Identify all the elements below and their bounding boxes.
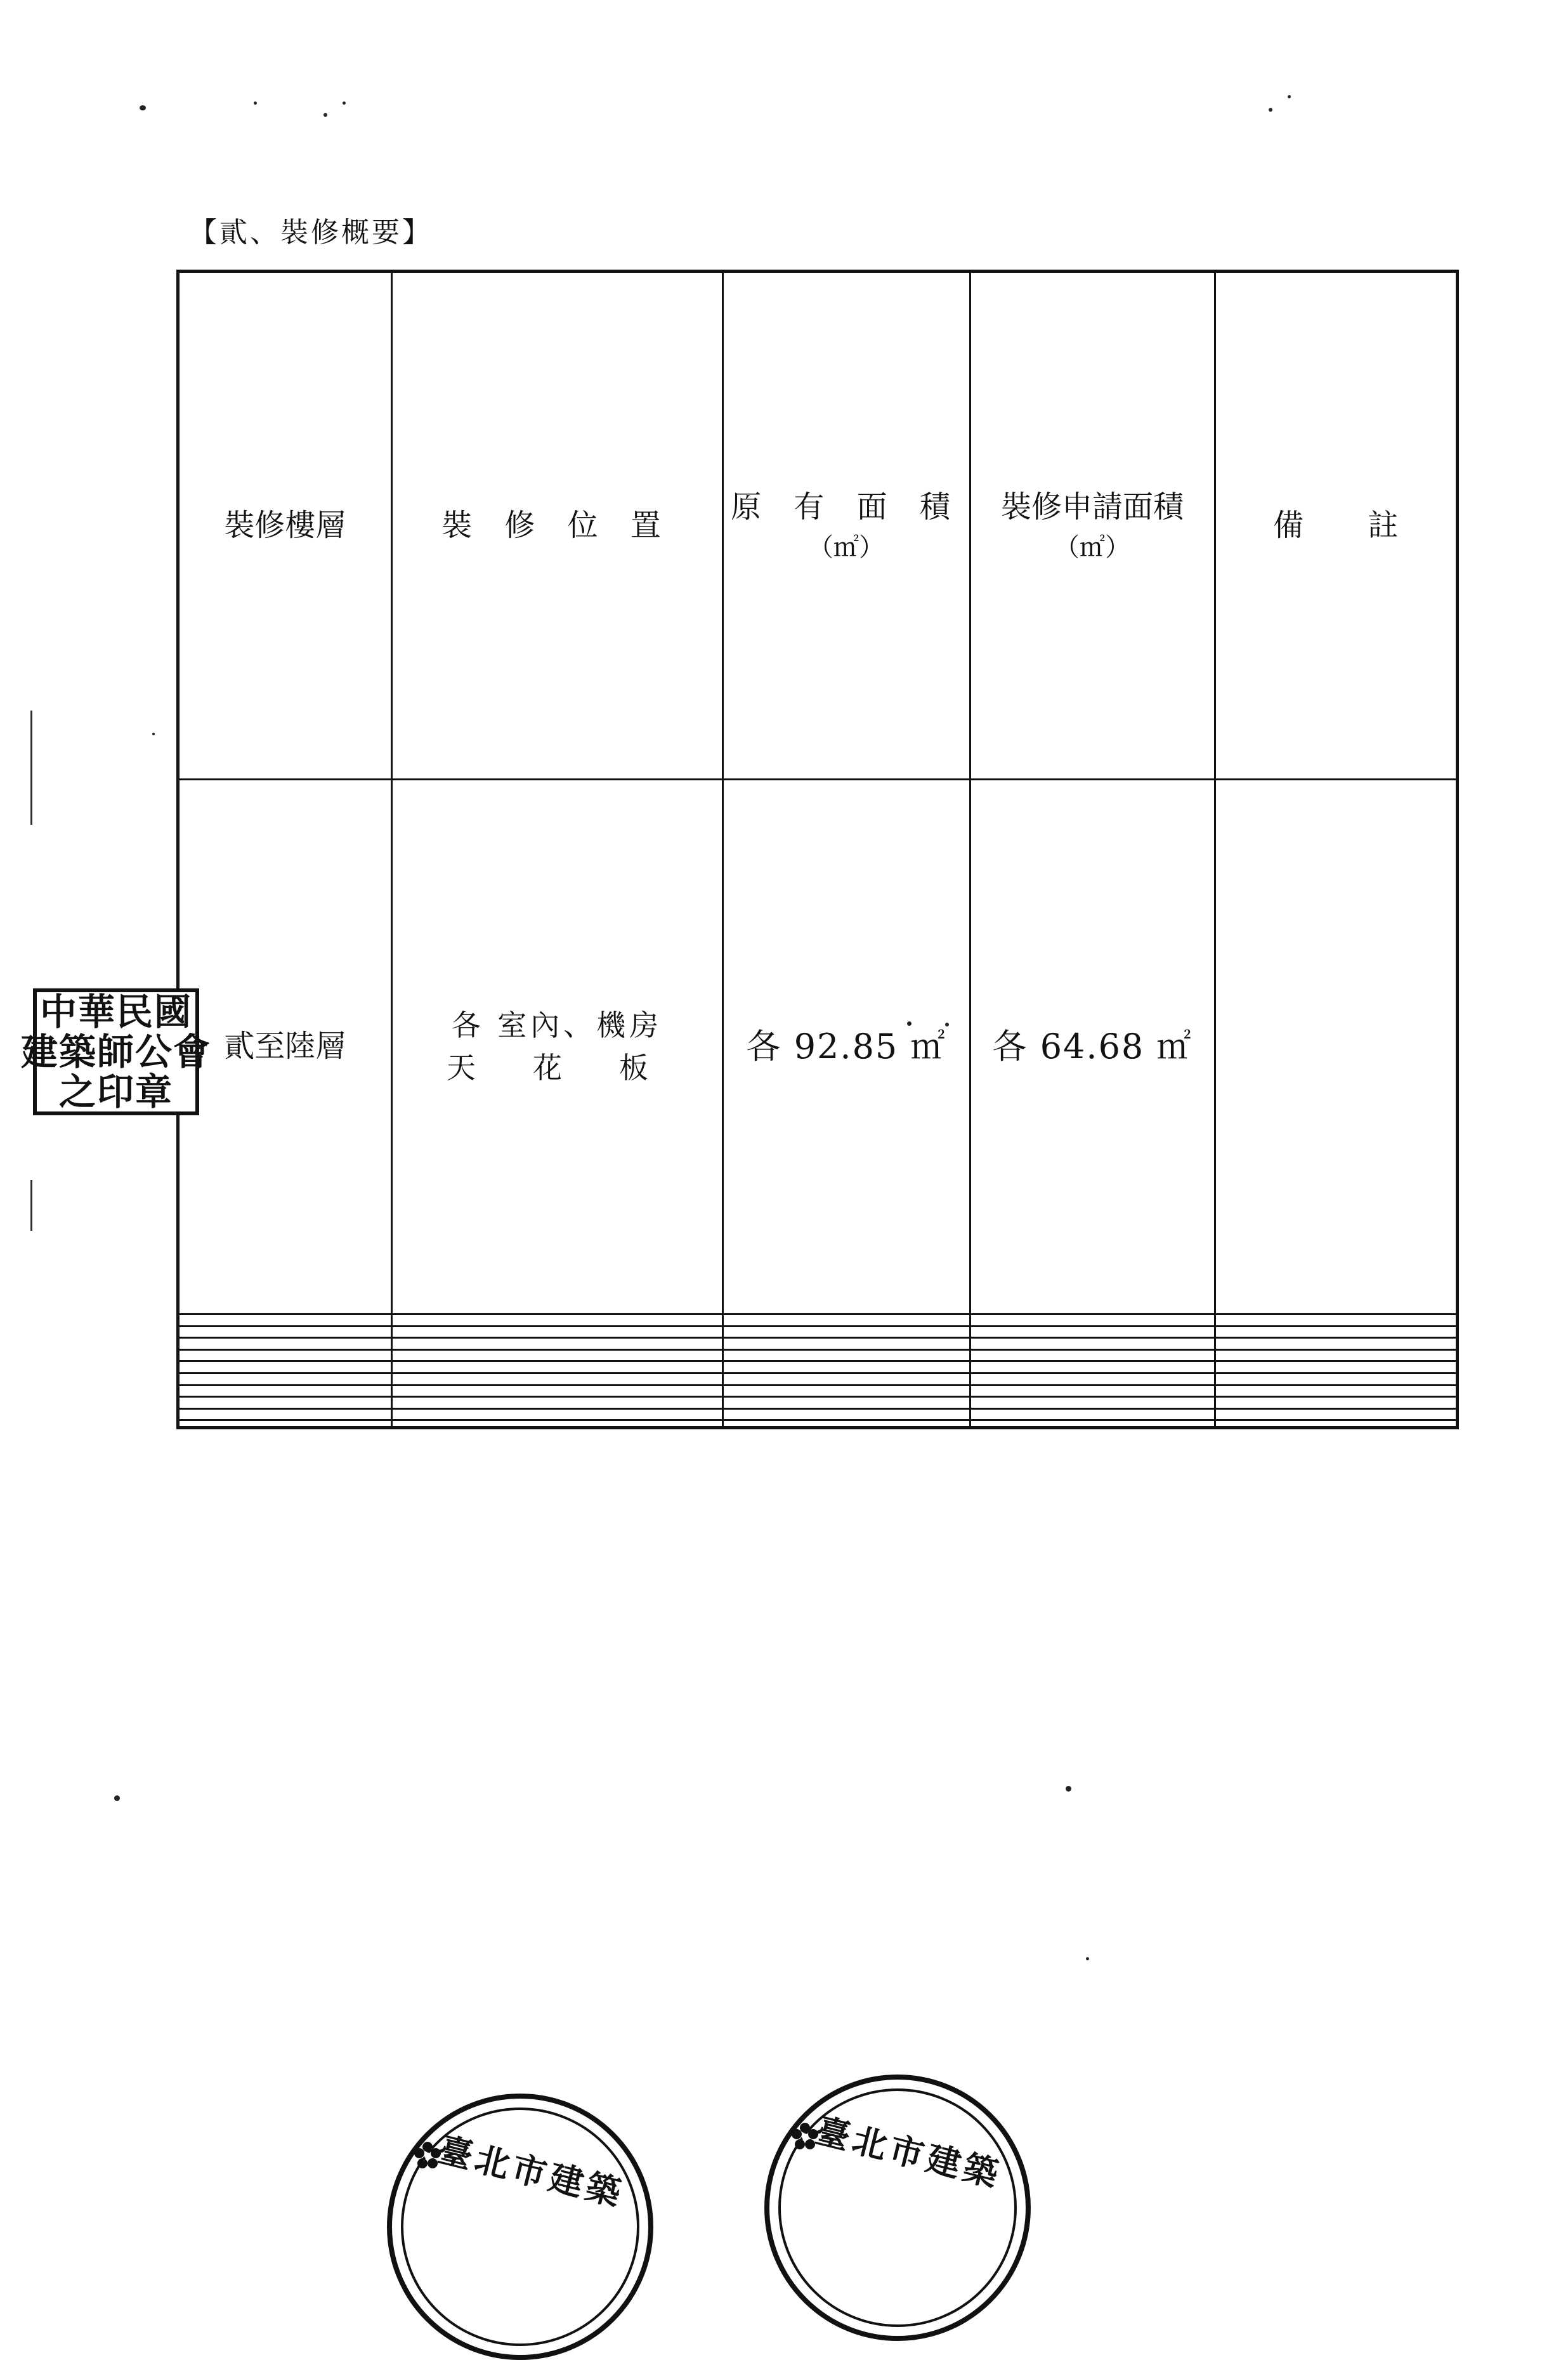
scan-speck — [1086, 1957, 1089, 1960]
scan-speck — [140, 105, 146, 110]
empty-row — [180, 1385, 1456, 1397]
empty-row — [180, 1314, 1456, 1327]
empty-row — [180, 1349, 1456, 1361]
empty-row — [180, 1408, 1456, 1420]
table-header-row — [180, 273, 1456, 779]
empty-row — [180, 1397, 1456, 1409]
cell-original-area: 各 92.85 ㎡ — [722, 779, 970, 1314]
empty-row — [180, 1338, 1456, 1350]
empty-row — [180, 1420, 1456, 1426]
city-stamp-left — [387, 2094, 641, 2246]
scan-speck — [1066, 1786, 1071, 1792]
header-location: 裝 修 位 置 — [391, 273, 722, 779]
scan-speck — [945, 1023, 949, 1026]
city-stamp-right — [764, 2075, 1018, 2227]
architect-seal: 中華民國 建築師公會 之印章 — [33, 988, 199, 1115]
scan-speck — [152, 733, 155, 735]
scan-speck — [1269, 108, 1272, 112]
header-remarks: 備 註 — [1215, 273, 1456, 779]
header-applied-area: 裝修申請面積 （㎡） — [970, 273, 1215, 779]
scan-speck — [114, 1795, 120, 1801]
scan-edge-mark — [30, 711, 32, 825]
renovation-summary-table — [176, 270, 1459, 1429]
empty-row — [180, 1361, 1456, 1373]
scan-speck — [254, 102, 257, 105]
cell-remarks — [1215, 779, 1456, 1314]
table-row — [180, 779, 1456, 1314]
cell-floor: 貳至陸層 — [180, 779, 391, 1314]
cell-location: 各 室內、機房 天花板 — [391, 779, 722, 1314]
stamp-text: 臺北市建築 — [434, 2128, 629, 2215]
scan-edge-mark — [30, 1180, 32, 1231]
scan-speck — [343, 102, 346, 105]
header-applied-area-unit: （㎡） — [1054, 533, 1130, 563]
stamp-text: 臺北市建築 — [811, 2109, 1006, 2196]
header-original-area: 原 有 面 積 （㎡） — [722, 273, 970, 779]
scan-speck — [907, 1021, 911, 1026]
scan-speck — [1288, 95, 1291, 98]
header-floor: 裝修樓層 — [180, 273, 391, 779]
header-original-area-unit: （㎡） — [808, 533, 884, 563]
cell-applied-area: 各 64.68 ㎡ — [970, 779, 1215, 1314]
scan-speck — [323, 113, 327, 117]
section-title: 【貳、裝修概要】 — [189, 216, 433, 249]
empty-row — [180, 1326, 1456, 1338]
empty-row — [180, 1373, 1456, 1385]
